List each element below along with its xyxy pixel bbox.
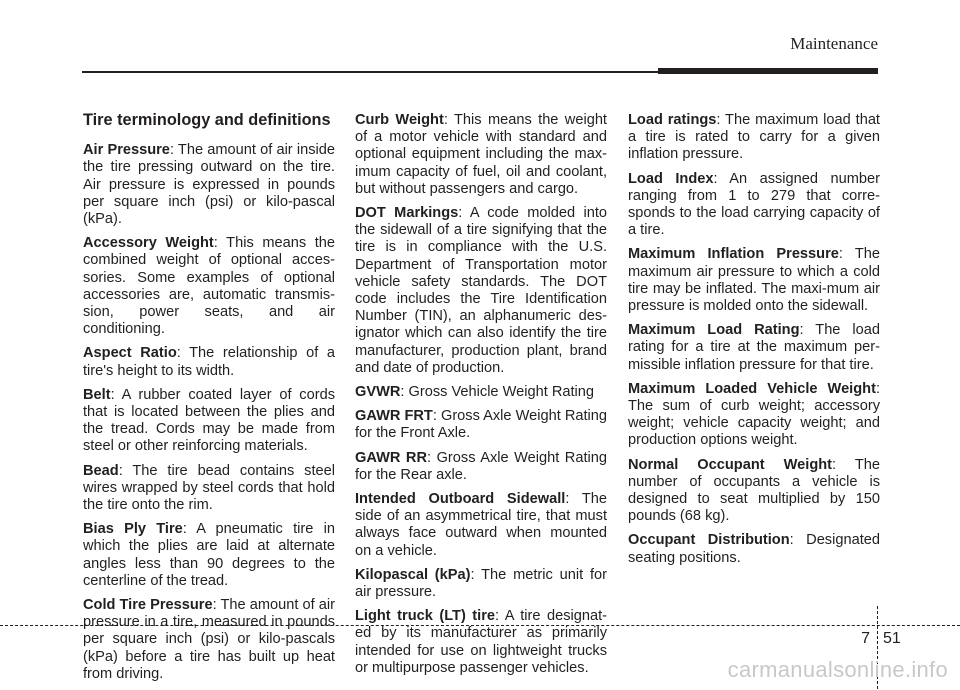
definition-entry [628, 171, 880, 240]
definition-text: : The amount of air pressure in a tire, measured in pounds per square inch (psi) or kilo-pascals (kPa) before a tire has built up heat from driving. [83, 597, 335, 682]
definition-entry [628, 112, 880, 164]
definition-term: Belt [83, 386, 111, 403]
definition-entry [355, 384, 607, 401]
page-number: 51 [883, 630, 901, 647]
definition-text: : Gross Vehicle Weight Rating [400, 384, 595, 401]
section-heading: Tire terminology and definitions [83, 111, 331, 129]
footer-rule [0, 625, 960, 626]
definition-entry [355, 491, 607, 560]
definition-text: : The load rating for a tire at the maximum per-missible inflation pressure for that tire. [628, 322, 880, 373]
definition-entry [83, 235, 335, 338]
definition-term: Cold Tire Pressure [83, 597, 213, 614]
definition-entry [355, 112, 607, 198]
definition-entry [83, 597, 335, 683]
definition-text: : The maximum air pressure to which a cold tire may be inflated. The maxi-mum air pressure is molded onto the sidewall. [628, 246, 881, 315]
definition-text: : Gross Axle Weight Rating for the Rear axle. [355, 449, 607, 483]
definition-text: : Designated seating positions. [628, 532, 880, 566]
definition-term: Intended Outboard Sidewall [355, 491, 566, 508]
definition-text: : Gross Axle Weight Rating for the Front Axle. [355, 408, 608, 442]
header-rule-accent [658, 68, 878, 74]
definition-entry [628, 246, 880, 315]
definition-text: : The number of occupants a vehicle is designed to seat multiplied by 150 pounds (68 kg). [628, 456, 880, 525]
definition-text: : This means the weight of a motor vehicle with standard and optional equipment including the max-imum capacity of fuel, oil and coolant, but without passengers and cargo. [355, 112, 607, 197]
definition-term: Curb Weight [355, 112, 444, 128]
definition-text: : The metric unit for air pressure. [355, 566, 607, 601]
definition-entry [355, 450, 607, 484]
definition-term: Maximum Loaded Vehicle Weight [628, 380, 876, 397]
definition-term: Load ratings [628, 112, 717, 128]
definition-text: : A rubber coated layer of cords that is located between the plies and the tread. Cords may be made from steel or other reinforcing materials. [83, 386, 335, 455]
definition-entry [628, 532, 880, 566]
definition-term: Maximum Inflation Pressure [628, 246, 839, 263]
definition-entry [628, 381, 880, 450]
definition-entry [83, 521, 335, 590]
definition-entry [355, 608, 607, 677]
definition-text: : A pneumatic tire in which the plies are laid at alternate angles less than 90 degrees to the centerline of the tread. [83, 521, 335, 589]
definition-text: : The side of an asymmetrical tire, that must always face outward when mounted on a vehicle. [355, 491, 607, 559]
definition-term: Maximum Load Rating [628, 322, 800, 339]
definition-entry [628, 457, 880, 526]
definition-term: Bead [83, 462, 119, 479]
definition-term: Kilopascal (kPa) [355, 566, 471, 583]
definition-term: Bias Ply Tire [83, 521, 183, 538]
definition-entry [83, 142, 335, 228]
definition-term: Accessory Weight [83, 235, 214, 252]
definition-term: Normal Occupant Weight [628, 456, 833, 473]
definition-text: : The sum of curb weight; accessory weight; vehicle capacity weight; and production options weight. [628, 380, 880, 449]
definition-text: : This means the combined weight of optional acces-sories. Some examples of optional accessories are, automatic transmis-sion, power seats, and air conditioning. [83, 235, 335, 338]
column-1 [83, 112, 335, 690]
definition-entry [83, 387, 335, 456]
definition-text: : The maximum load that a tire is rated to carry for a given inflation pressure. [628, 112, 880, 163]
definition-text: : An assigned number ranging from 1 to 279 that corre-sponds to the load carrying capacity of a tire. [628, 170, 880, 239]
section-title: Maintenance [790, 34, 878, 53]
definition-term: GAWR FRT [355, 408, 433, 425]
definition-term: Air Pressure [83, 142, 170, 159]
definition-term: Occupant Distribution [628, 532, 790, 549]
column-3 [628, 112, 880, 574]
definition-term: DOT Markings [355, 205, 459, 222]
definition-term: Aspect Ratio [83, 345, 177, 362]
watermark: carmanualsonline.info [727, 657, 948, 682]
definition-term: GAWR RR [355, 449, 427, 466]
definition-entry [628, 322, 880, 374]
definition-text: : The relationship of a tire's height to its width. [83, 345, 335, 379]
definition-entry [355, 205, 607, 377]
definition-entry [83, 463, 335, 515]
definition-term: Light truck (LT) tire [355, 608, 496, 625]
definition-text: : The amount of air inside the tire pressing outward on the tire. Air pressure is expressed in pounds per square inch (psi) or kilo-pascal (kPa). [83, 142, 335, 228]
definition-text: : A tire designat-ed by its manufacturer as primarily intended for use on lightweight trucks or multipurpose passenger vehicles. [355, 608, 607, 676]
definition-entry [355, 408, 607, 442]
chapter-number: 7 [861, 630, 870, 647]
definition-text: : A code molded into the sidewall of a tire signifying that the tire is in compliance with the U.S. Department of Transportation motor vehicle safety standards. The DOT code includes the Tire Identification Number (TIN), an alphanumeric des-ignator which can also identify the tire manufacturer, production plant, brand and date of production. [355, 205, 608, 376]
definition-entry [355, 567, 607, 601]
definition-entry [83, 345, 335, 379]
header-rule [82, 71, 662, 73]
definition-text: : The tire bead contains steel wires wrapped by steel cords that hold the tire onto the rim. [83, 462, 335, 514]
definition-term: Load Index [628, 170, 714, 187]
definition-term: GVWR [355, 384, 401, 401]
column-2 [355, 112, 607, 684]
